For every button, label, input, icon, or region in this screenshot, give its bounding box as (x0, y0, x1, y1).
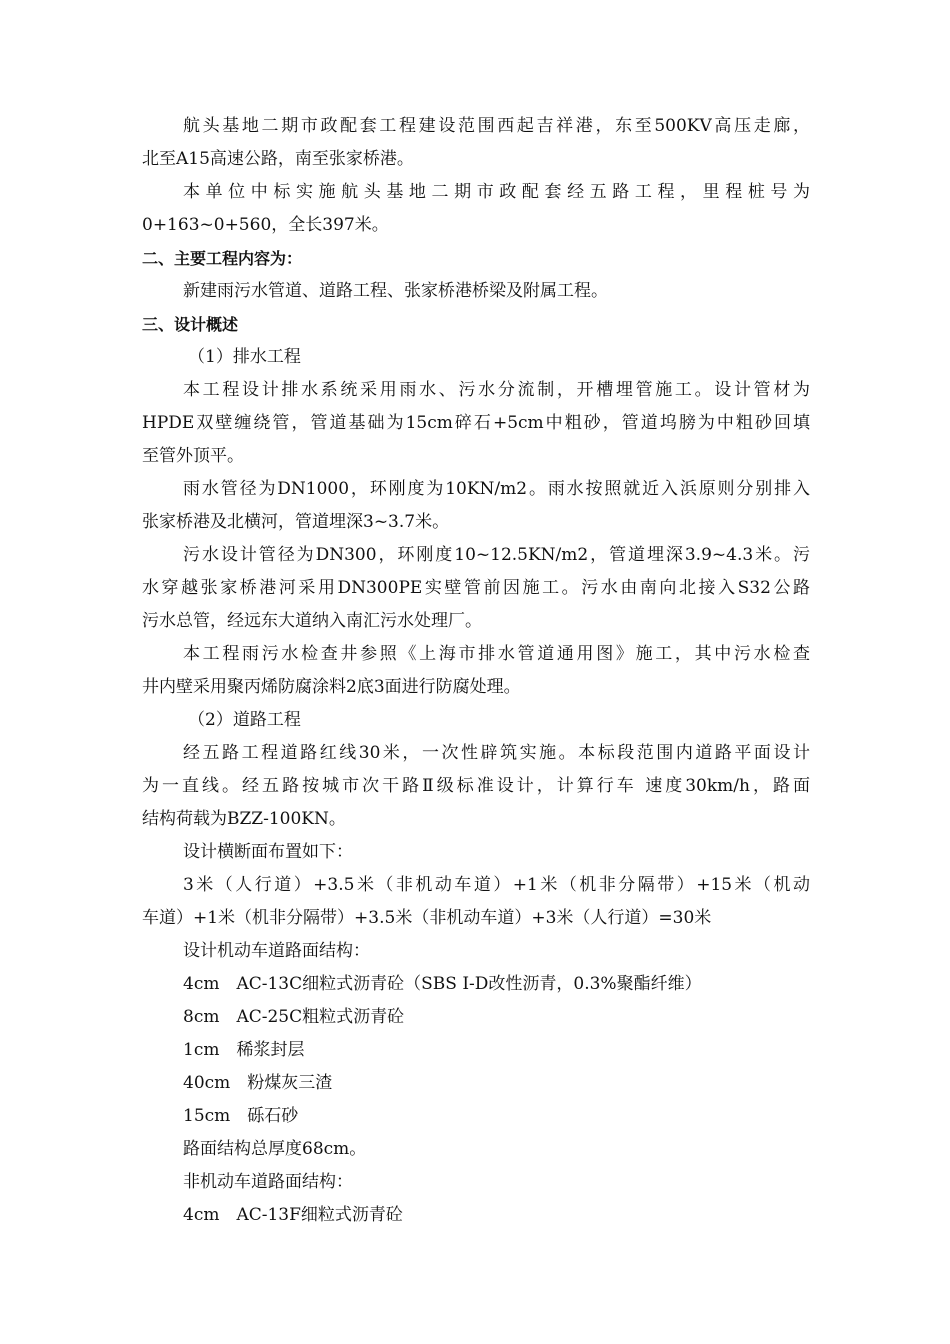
paragraph-contract-line-2: 0+163~0+560，全长397米。 (142, 215, 389, 235)
subheading-drainage: （1）排水工程 (188, 347, 301, 367)
document-page (142, 110, 810, 1232)
paragraph-cross-section-intro: 设计横断面布置如下： (183, 842, 353, 862)
section-heading-main-works: 二、主要工程内容为： (142, 249, 303, 268)
structure-layer-2: 8cm AC-25C粗粒式沥青砼 (183, 1007, 405, 1027)
paragraph-cross-section-line-1: 3米（人行道）+3.5米（非机动车道）+1米（机非分隔带）+15米（机动 (183, 875, 810, 895)
paragraph-sewage-line-2: 水穿越张家桥港河采用DN300PE实壁管前因施工。污水由南向北接入S32公路 (142, 578, 810, 598)
paragraph-sewage-line-1: 污水设计管径为DN300，环刚度10~12.5KN/m2，管道埋深3.9~4.3米。污 (183, 545, 810, 565)
paragraph-road-line-3: 结构荷载为BZZ-100KN。 (142, 809, 346, 829)
paragraph-contract-line-1: 本单位中标实施航头基地二期市政配套经五路工程，里程桩号为 (183, 182, 810, 202)
structure-layer-3: 1cm 稀浆封层 (183, 1040, 305, 1060)
paragraph-manhole-line-1: 本工程雨污水检查井参照《上海市排水管道通用图》施工，其中污水检查 (183, 644, 810, 664)
structure-layer-5: 15cm 砾石砂 (183, 1106, 299, 1126)
structure-layer-6: 4cm AC-13F细粒式沥青砼 (183, 1205, 403, 1225)
paragraph-sewage-line-3: 污水总管，经远东大道纳入南汇污水处理厂。 (142, 611, 482, 631)
paragraph-rainwater-line-1: 雨水管径为DN1000，环刚度为10KN/m2。雨水按照就近入浜原则分别排入 (183, 479, 810, 499)
paragraph-rainwater-line-2: 张家桥港及北横河，管道埋深3~3.7米。 (142, 512, 450, 532)
paragraph-scope-line-2: 北至A15高速公路，南至张家桥港。 (142, 149, 414, 169)
paragraph-total-thickness: 路面结构总厚度68cm。 (183, 1139, 367, 1159)
subheading-road: （2）道路工程 (188, 710, 301, 730)
paragraph-non-motor-lane-structure: 非机动车道路面结构： (183, 1172, 353, 1192)
paragraph-road-line-1: 经五路工程道路红线30米，一次性辟筑实施。本标段范围内道路平面设计 (183, 743, 810, 763)
paragraph-drainage-line-1: 本工程设计排水系统采用雨水、污水分流制，开槽埋管施工。设计管材为 (183, 380, 810, 400)
paragraph-cross-section-line-2: 车道）+1米（机非分隔带）+3.5米（非机动车道）+3米（人行道）=30米 (142, 908, 712, 928)
paragraph-manhole-line-2: 井内壁采用聚丙烯防腐涂料2底3面进行防腐处理。 (142, 677, 521, 697)
section-heading-design-overview: 三、设计概述 (142, 315, 239, 334)
structure-layer-1: 4cm AC-13C细粒式沥青砼（SBS I-D改性沥青，0.3%聚酯纤维） (183, 974, 702, 994)
structure-layer-4: 40cm 粉煤灰三渣 (183, 1073, 333, 1093)
paragraph-motor-lane-structure: 设计机动车道路面结构： (183, 941, 370, 961)
paragraph-drainage-line-2: HPDE双壁缠绕管，管道基础为15cm碎石+5cm中粗砂，管道坞膀为中粗砂回填 (142, 413, 810, 433)
paragraph-drainage-line-3: 至管外顶平。 (142, 446, 244, 466)
paragraph-road-line-2: 为一直线。经五路按城市次干路Ⅱ级标准设计，计算行车 速度30km/h，路面 (142, 776, 810, 796)
paragraph-main-works: 新建雨污水管道、道路工程、张家桥港桥梁及附属工程。 (183, 281, 608, 301)
paragraph-scope-line-1: 航头基地二期市政配套工程建设范围西起吉祥港，东至500KV高压走廊， (183, 116, 810, 136)
